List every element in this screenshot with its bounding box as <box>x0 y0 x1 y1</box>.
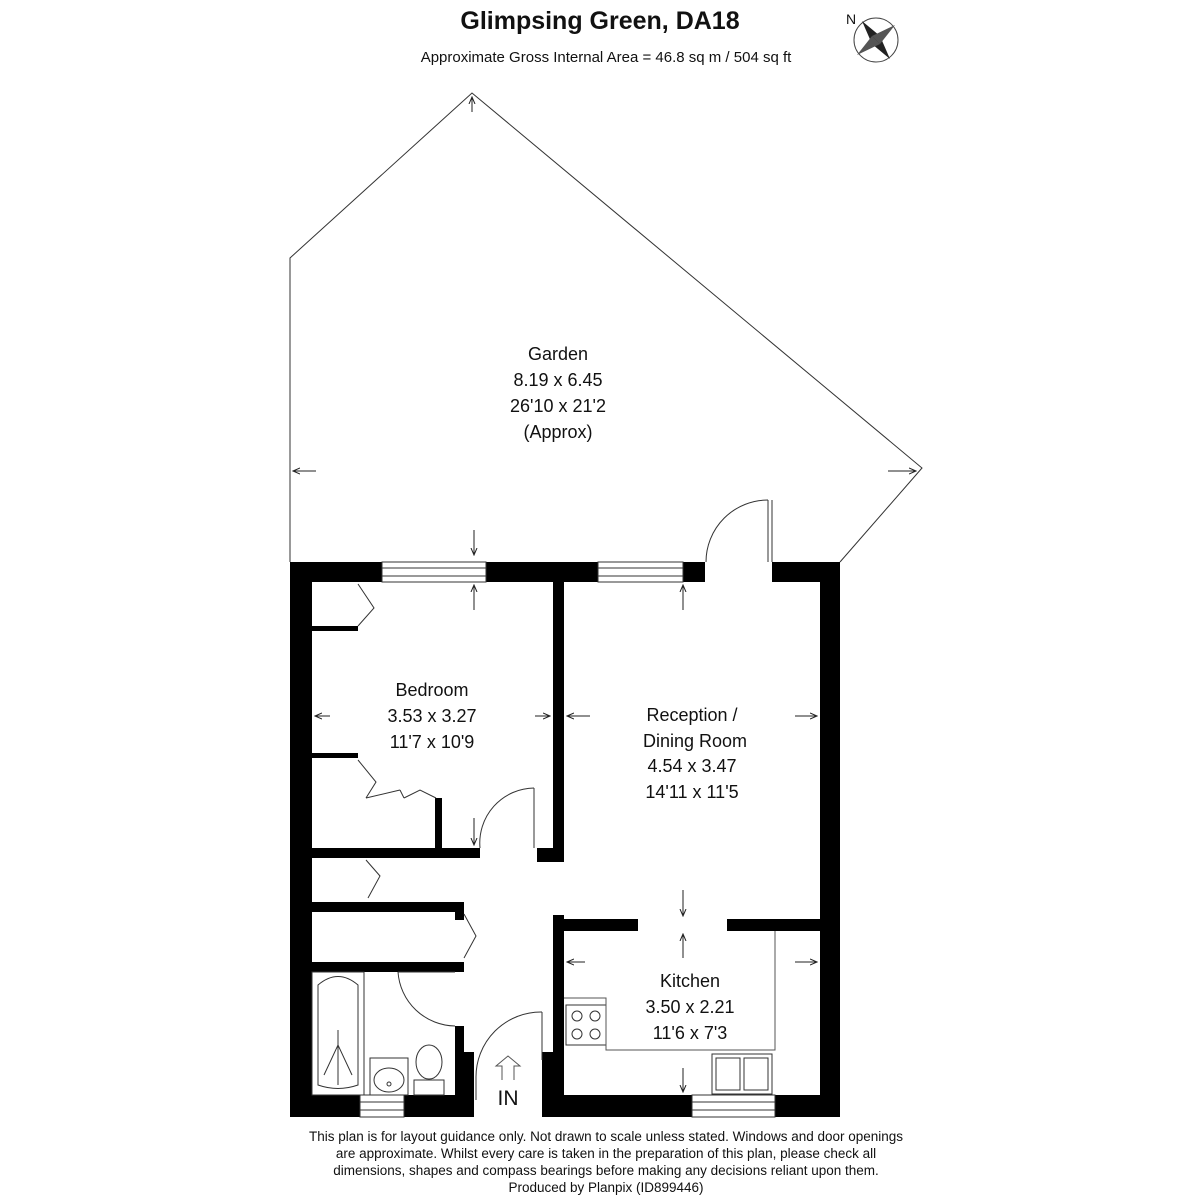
svg-text:8.19 x 6.45: 8.19 x 6.45 <box>513 370 603 390</box>
svg-text:Garden: Garden <box>527 344 589 364</box>
reception-label <box>643 705 747 802</box>
basin-icon <box>370 1058 408 1095</box>
entrance-arrow-icon <box>496 1056 520 1080</box>
disclaimer <box>309 1129 903 1195</box>
walls <box>290 562 840 1117</box>
svg-text:This plan is for layout guidan: This plan is for layout guidance only. Not drawn to scale unless stated. Windows and door openings <box>308 1129 904 1144</box>
svg-text:4.54 x 3.47: 4.54 x 3.47 <box>647 756 737 776</box>
entrance-label: IN <box>497 1087 519 1110</box>
svg-text:26'10 x 21'2: 26'10 x 21'2 <box>510 396 606 416</box>
svg-text:14'11 x 11'5: 14'11 x 11'5 <box>645 782 739 802</box>
toilet-icon <box>414 1045 444 1095</box>
gross-area: Approximate Gross Internal Area = 46.8 sq m / 504 sq ft <box>420 49 792 66</box>
svg-text:3.50 x 2.21: 3.50 x 2.21 <box>645 997 735 1017</box>
svg-text:3.53 x 3.27: 3.53 x 3.27 <box>387 706 477 726</box>
compass-icon <box>846 11 898 62</box>
svg-text:(Approx): (Approx) <box>523 422 593 442</box>
garden-label <box>510 344 606 442</box>
svg-text:11'7 x 10'9: 11'7 x 10'9 <box>389 732 475 752</box>
svg-text:11'6 x 7'3: 11'6 x 7'3 <box>652 1023 728 1043</box>
hob-icon <box>566 1005 606 1045</box>
compass-north-label: N <box>845 11 857 27</box>
sink-icon <box>712 1054 772 1094</box>
kitchen-label <box>645 971 734 1043</box>
svg-text:dimensions, shapes and compass: dimensions, shapes and compass bearings before making any decisions reliant upon them. <box>333 1163 879 1178</box>
plan-title: Glimpsing Green, DA18 <box>460 7 740 35</box>
garden-dimension-arrows <box>293 97 916 555</box>
bedroom-label <box>387 680 476 752</box>
svg-text:Reception /: Reception / <box>646 705 738 725</box>
svg-text:are approximate. Whilst every: are approximate. Whilst every care is taken in the preparation of this plan, please check all <box>335 1146 877 1161</box>
svg-text:Kitchen: Kitchen <box>659 971 721 991</box>
svg-text:Bedroom: Bedroom <box>395 680 469 700</box>
bath-icon <box>312 972 364 1095</box>
svg-text:Dining Room: Dining Room <box>642 731 748 751</box>
svg-text:Produced by Planpix (ID899446): Produced by Planpix (ID899446) <box>508 1180 704 1195</box>
garden-boundary <box>290 93 922 562</box>
